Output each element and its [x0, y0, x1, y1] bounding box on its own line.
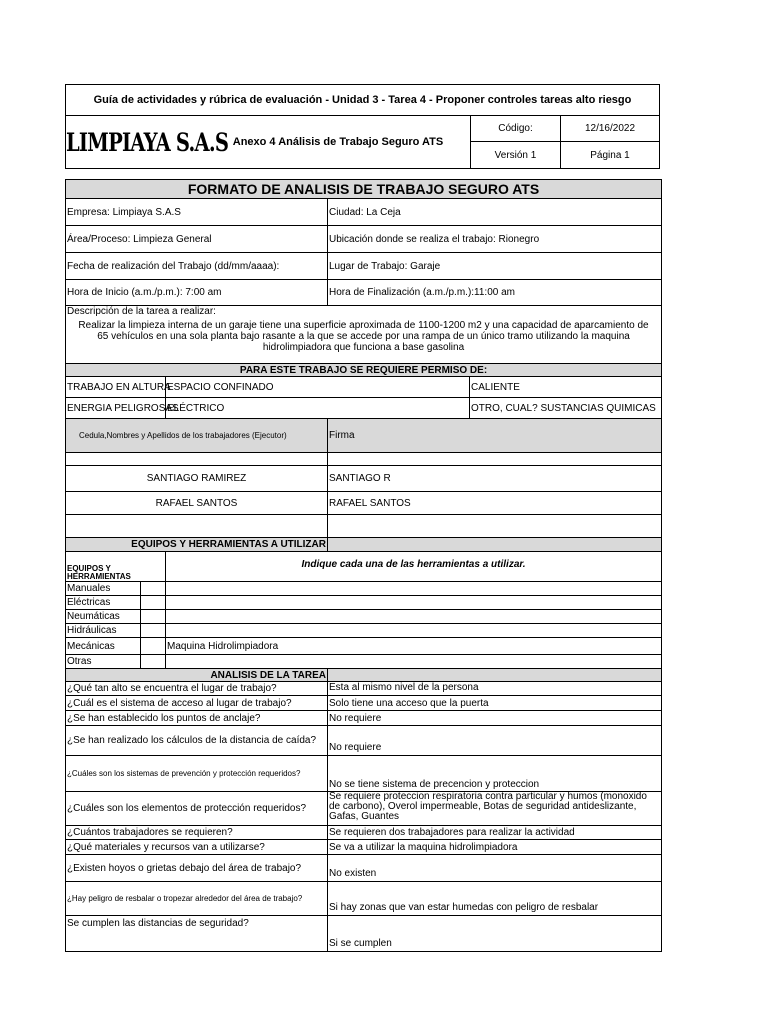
worker-signature-2: RAFAEL SANTOS [328, 492, 662, 515]
worker-signature-1: SANTIAGO R [328, 466, 662, 492]
analysis-question: ¿Cuál es el sistema de acceso al lugar de trabajo? [66, 696, 328, 711]
analysis-answer: Si hay zonas que van estar humedas con peligro de resbalar [328, 882, 662, 916]
workers-header-firma: Firma [328, 419, 662, 453]
analysis-answer: Se requiere proteccion respiratoria contra particular y humos (monoxido de carbono), Overol impermeable, Botas de seguridad antideslizante, Gafas, Guantes [328, 792, 662, 826]
equipment-detail [166, 624, 662, 638]
ciudad-field: Ciudad: La Ceja [328, 199, 662, 226]
analysis-question: ¿Cuáles son los sistemas de prevención y protección requeridos? [66, 756, 328, 792]
description-label: Descripción de la tarea a realizar: [67, 306, 216, 317]
analysis-answer: Se requieren dos trabajadores para realizar la actividad [328, 826, 662, 840]
analysis-answer: Se va a utilizar la maquina hidrolimpiadora [328, 840, 662, 855]
equipment-detail [166, 655, 662, 669]
equipment-type: Mecánicas [66, 638, 141, 655]
document-date: 12/16/2022 [560, 116, 659, 142]
permit-confinado: ESPACIO CONFINADO [166, 377, 470, 398]
permit-energia: ENERGIA PELIGROSAS [66, 398, 166, 419]
analysis-answer: No requiere [328, 711, 662, 726]
ats-table [65, 179, 662, 952]
analysis-question: ¿Se han establecido los puntos de anclaje? [66, 711, 328, 726]
code-label: Código: [470, 116, 560, 142]
logo-text: LIMPIAYA S.A.S [66, 127, 229, 157]
equipment-type: Neumáticas [66, 610, 141, 624]
permit-otro: OTRO, CUAL? SUSTANCIAS QUIMICAS [470, 398, 662, 419]
equipment-type: Manuales [66, 582, 141, 596]
equipment-detail [166, 582, 662, 596]
equipment-type: Eléctricas [66, 596, 141, 610]
hora-fin-field: Hora de Finalización (a.m./p.m.):11:00 am [328, 280, 662, 306]
area-field: Área/Proceso: Limpieza General [66, 226, 328, 253]
description-text: Realizar la limpieza interna de un garaje tiene una superficie aproximada de 1100-1200 m2 y una capacidad de aparcamiento de 65 vehículos en una sola planta bajo rasante a la que se accede por una rampa de un único tramo utilizando la maquina hidrolimpiadora que funciona a base gasolina [78, 320, 649, 353]
equipment-header: EQUIPOS Y HERRAMIENTAS A UTILIZAR [66, 538, 328, 552]
annex-title: Anexo 4 Análisis de Trabajo Seguro ATS [232, 136, 444, 148]
equipment-detail: Maquina Hidrolimpiadora [166, 638, 662, 655]
equipment-col-label: EQUIPOS Y HERRAMIENTAS [66, 552, 166, 582]
form-title: FORMATO DE ANALISIS DE TRABAJO SEGURO ATS [66, 180, 662, 199]
lugar-field: Lugar de Trabajo: Garaje [328, 253, 662, 280]
hora-inicio-field: Hora de Inicio (a.m./p.m.): 7:00 am [66, 280, 328, 306]
analysis-header: ANALISIS DE LA TAREA [66, 669, 328, 682]
document-page: Página 1 [560, 142, 659, 168]
ats-form [65, 179, 661, 952]
analysis-question: ¿Existen hoyos o grietas debajo del área de trabajo? [66, 855, 328, 882]
analysis-answer: No requiere [328, 726, 662, 756]
equipment-type: Otras [66, 655, 141, 669]
empresa-field: Empresa: Limpiaya S.A.S [66, 199, 328, 226]
equipment-detail [166, 596, 662, 610]
permits-header: PARA ESTE TRABAJO SE REQUIERE PERMISO DE: [66, 364, 662, 377]
ubicacion-field: Ubicación donde se realiza el trabajo: Rionegro [328, 226, 662, 253]
description-cell [66, 306, 662, 364]
equipment-detail [166, 610, 662, 624]
analysis-question: Se cumplen las distancias de seguridad? [66, 916, 328, 952]
analysis-answer: No se tiene sistema de precencion y proteccion [328, 756, 662, 792]
equipment-type: Hidráulicas [66, 624, 141, 638]
analysis-question: ¿Qué tan alto se encuentra el lugar de trabajo? [66, 682, 328, 696]
company-logo [66, 116, 229, 168]
analysis-answer: No existen [328, 855, 662, 882]
document-header [65, 84, 660, 169]
equipment-instruction: Indique cada una de las herramientas a utilizar. [166, 552, 662, 582]
workers-header-name: Cedula,Nombres y Apellidos de los trabajadores (Ejecutor) [66, 419, 328, 453]
analysis-question: ¿Qué materiales y recursos van a utilizarse? [66, 840, 328, 855]
permit-caliente: CALIENTE [470, 377, 662, 398]
permit-altura: TRABAJO EN ALTURA [66, 377, 166, 398]
worker-name-1: SANTIAGO RAMIREZ [66, 466, 328, 492]
analysis-question: ¿Cuáles son los elementos de protección requeridos? [66, 792, 328, 826]
worker-name-2: RAFAEL SANTOS [66, 492, 328, 515]
analysis-answer: Solo tiene una acceso que la puerta [328, 696, 662, 711]
analysis-answer: Si se cumplen [328, 916, 662, 952]
permit-electrico: ELÉCTRICO [166, 398, 470, 419]
guide-title: Guía de actividades y rúbrica de evaluación - Unidad 3 - Tarea 4 - Proponer controles tareas alto riesgo [66, 85, 659, 116]
fecha-field: Fecha de realización del Trabajo (dd/mm/aaaa): [66, 253, 328, 280]
analysis-question: ¿Hay peligro de resbalar o tropezar alrededor del área de trabajo? [66, 882, 328, 916]
document-version: Versión 1 [470, 142, 560, 168]
analysis-question: ¿Se han realizado los cálculos de la distancia de caída? [66, 726, 328, 756]
analysis-answer: Esta al mismo nivel de la persona [328, 682, 662, 696]
analysis-question: ¿Cuántos trabajadores se requieren? [66, 826, 328, 840]
